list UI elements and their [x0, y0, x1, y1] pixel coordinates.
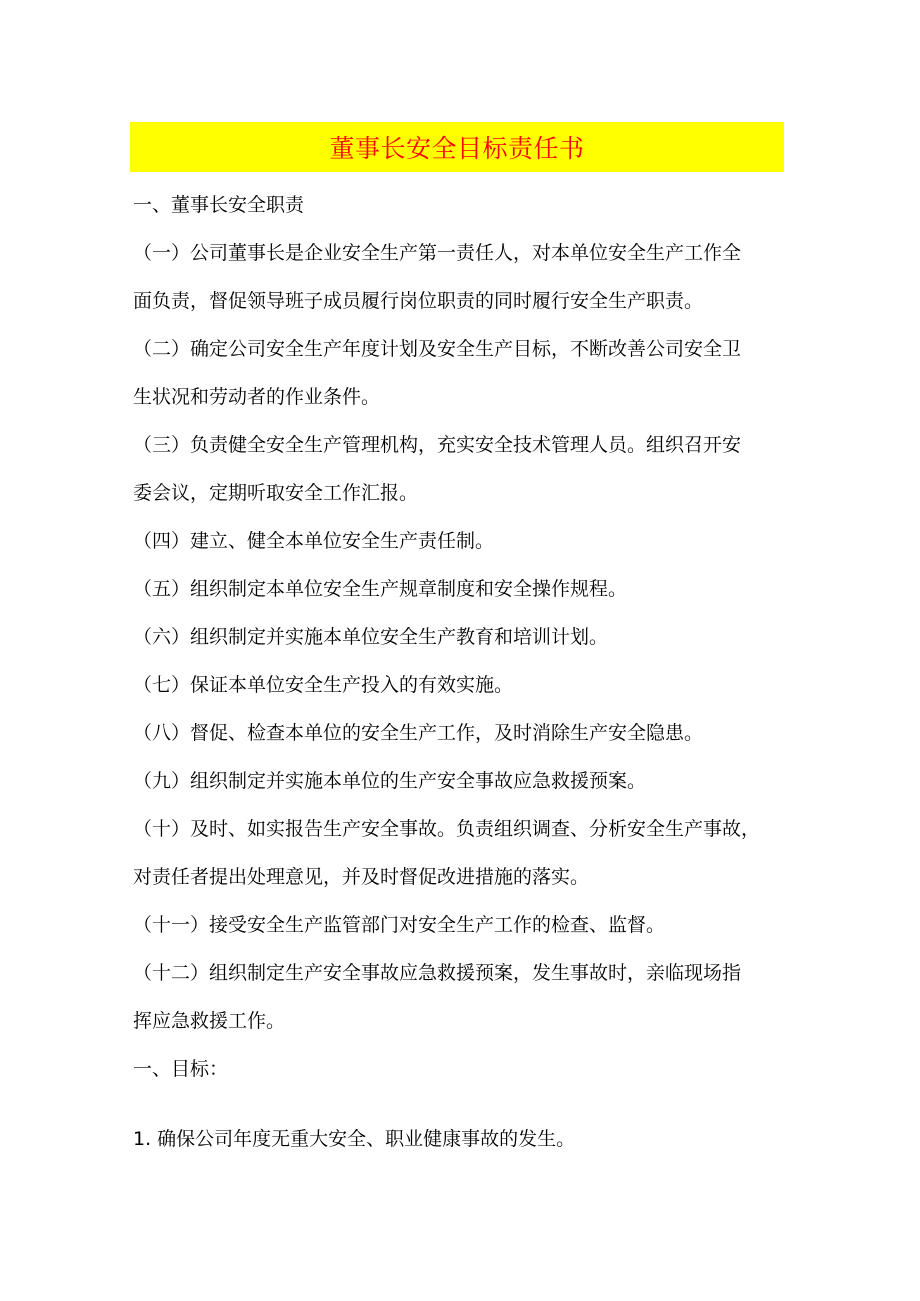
text-line: 生状况和劳动者的作业条件。 [133, 386, 381, 408]
text-line: （五）组织制定本单位安全生产规章制度和安全操作规程。 [133, 578, 628, 600]
text-line: （十）及时、如实报告生产安全事故。负责组织调查、分析安全生产事故， [133, 818, 761, 840]
text-line: （七）保证本单位安全生产投入的有效实施。 [133, 674, 514, 696]
text-line: （六）组织制定并实施本单位安全生产教育和培训计划。 [133, 626, 609, 648]
text-line: （三）负责健全安全生产管理机构，充实安全技术管理人员。组织召开安 [133, 434, 742, 456]
text-line: 挥应急救援工作。 [133, 1010, 286, 1032]
section-heading-goals: 一、目标： [133, 1058, 229, 1080]
text-line: （四）建立、健全本单位安全生产责任制。 [133, 530, 495, 552]
section-duties [133, 181, 793, 1045]
text-line: 对责任者提出处理意见，并及时督促改进措施的落实。 [133, 866, 590, 888]
title-banner [130, 122, 784, 172]
document-title: 董事长安全目标责任书 [329, 134, 585, 163]
text-line: （一）公司董事长是企业安全生产第一责任人，对本单位安全生产工作全 [133, 242, 742, 264]
text-line: （十一）接受安全生产监管部门对安全生产工作的检查、监督。 [133, 914, 666, 936]
text-line: （十二）组织制定生产安全事故应急救援预案，发生事故时，亲临现场指 [133, 962, 742, 984]
text-line: （二）确定公司安全生产年度计划及安全生产目标，不断改善公司安全卫 [133, 338, 742, 360]
text-line: 委会议，定期听取安全工作汇报。 [133, 482, 419, 504]
goal-item: 1. 确保公司年度无重大安全、职业健康事故的发生。 [133, 1128, 576, 1150]
text-line: （九）组织制定并实施本单位的生产安全事故应急救援预案。 [133, 770, 647, 792]
section-heading-duties: 一、董事长安全职责 [133, 194, 305, 216]
text-line: 面负责，督促领导班子成员履行岗位职责的同时履行安全生产职责。 [133, 290, 704, 312]
text-line: （八）督促、检查本单位的安全生产工作，及时消除生产安全隐患。 [133, 722, 704, 744]
